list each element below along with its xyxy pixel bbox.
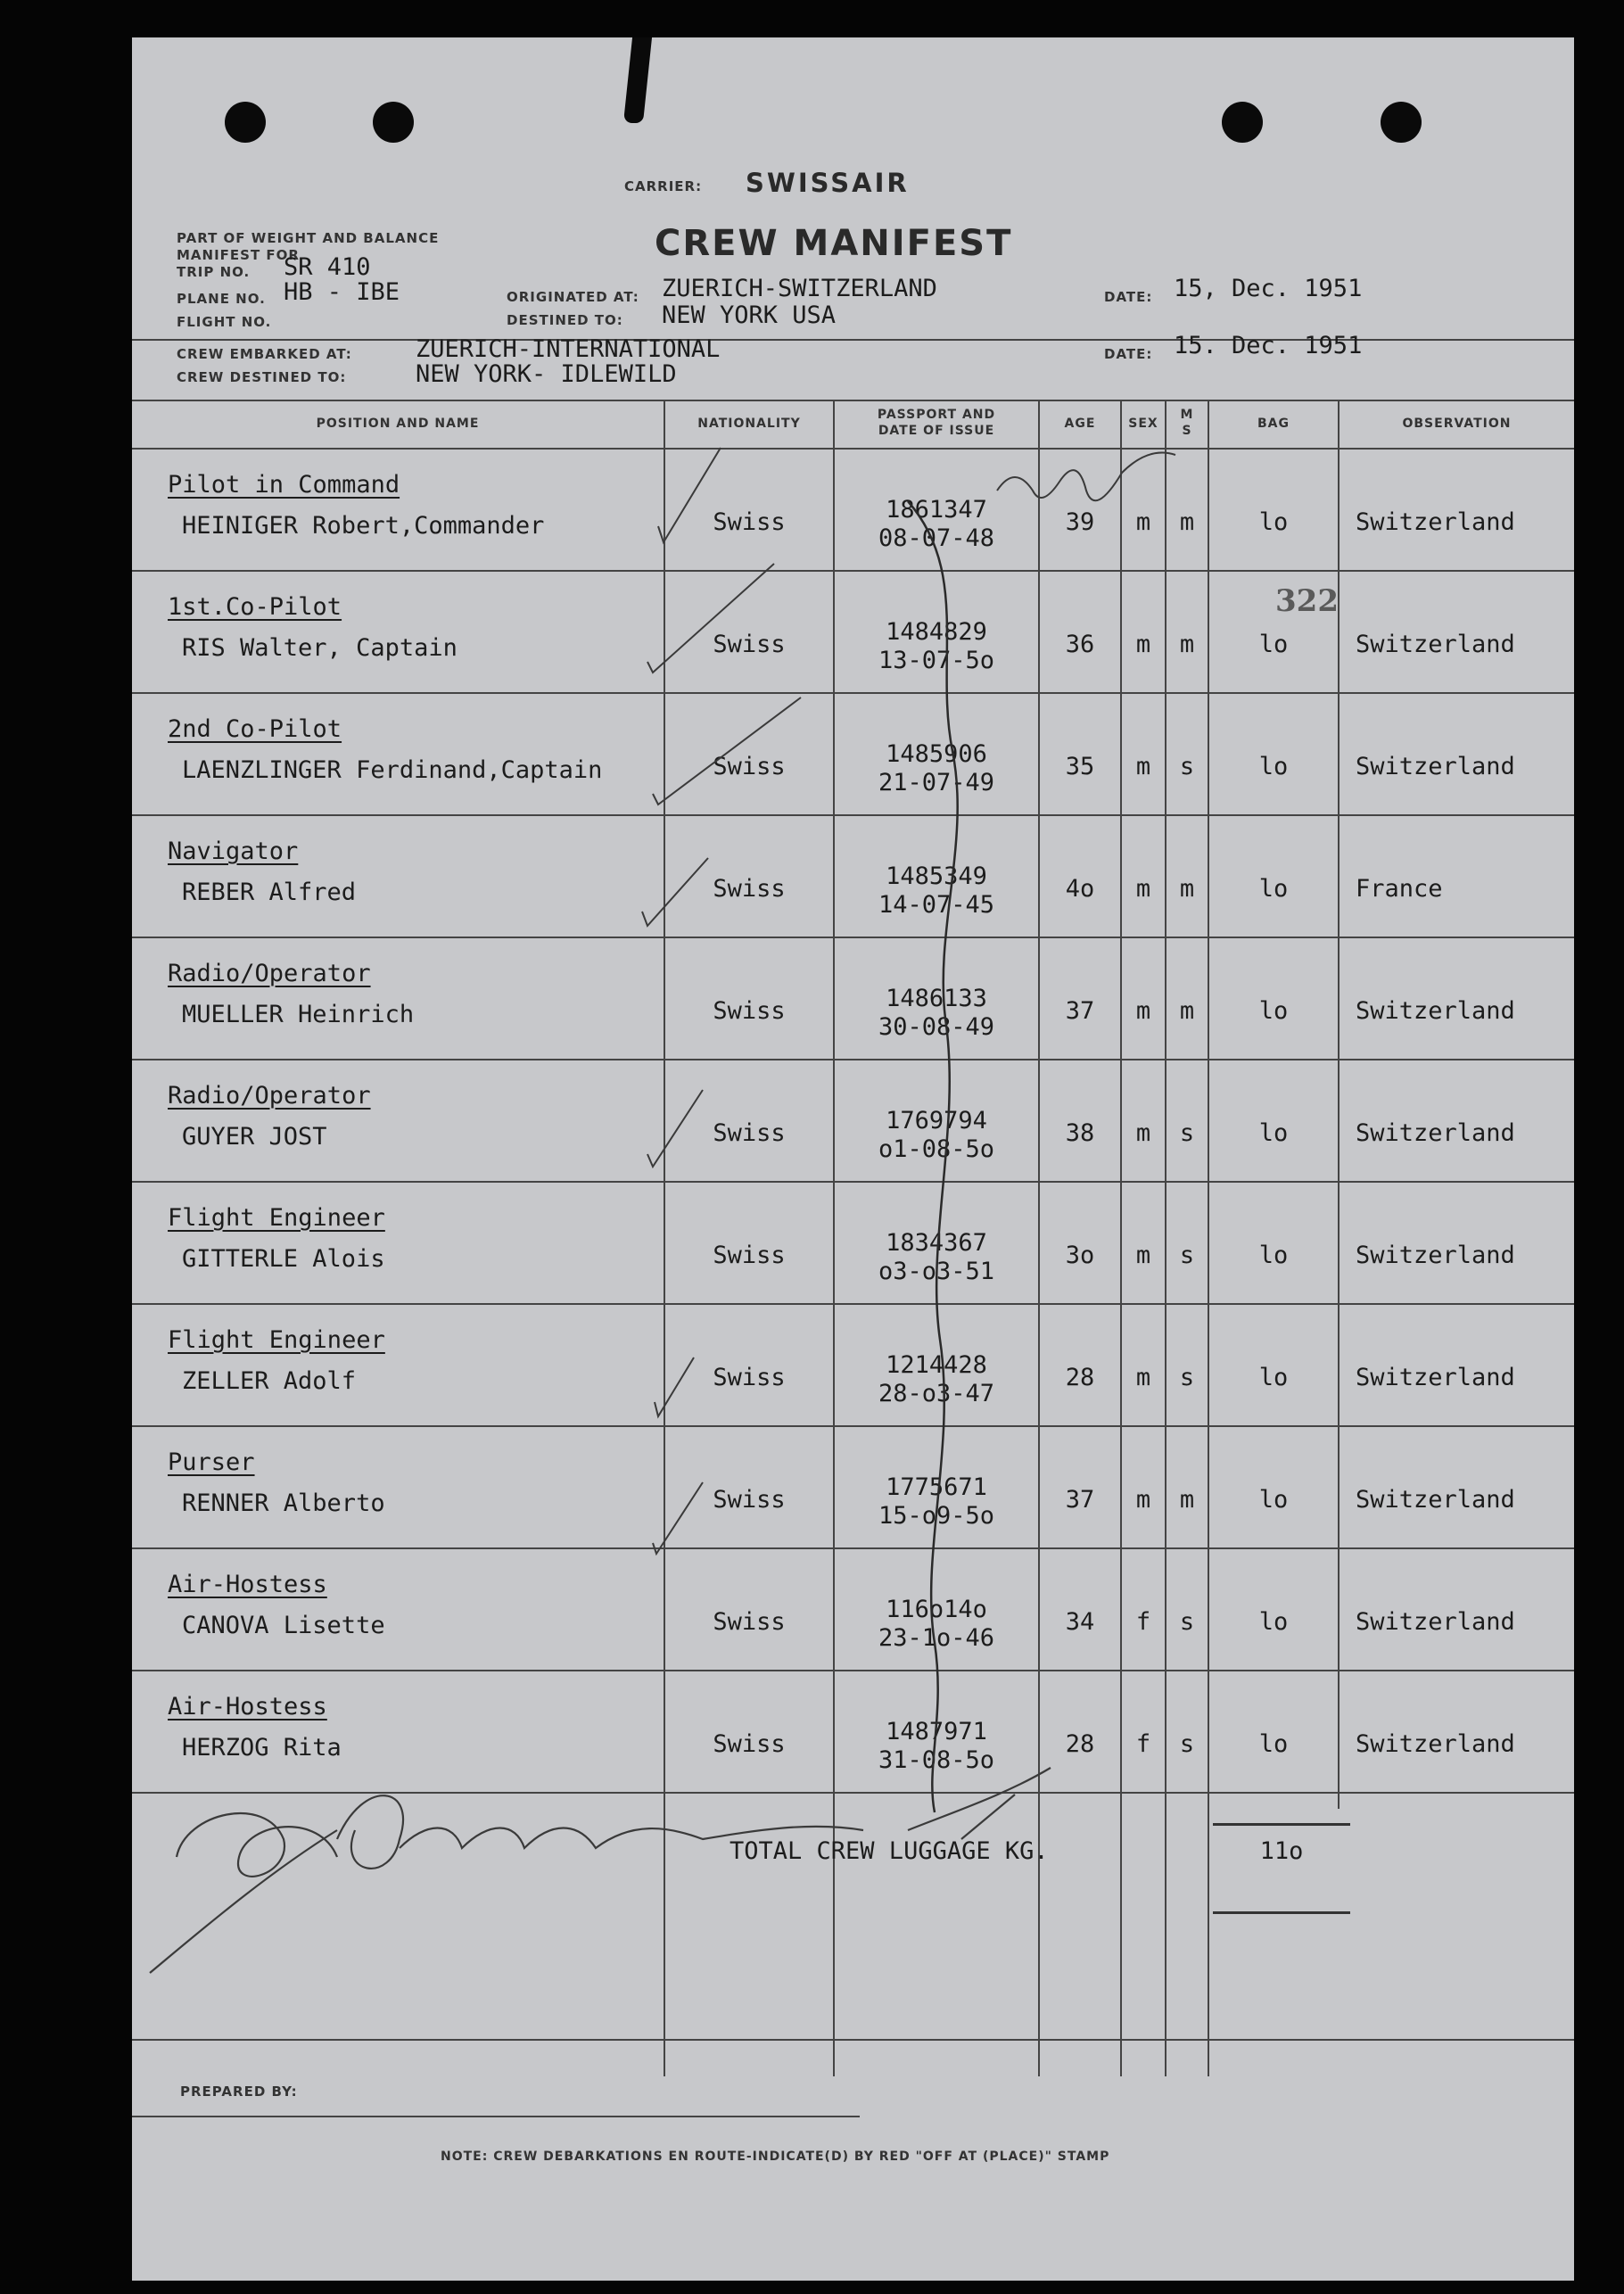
crew-name: LAENZLINGER Ferdinand,Captain [182,756,603,784]
crew-position: 1st.Co-Pilot [168,593,342,621]
crew-issue-date: 21-07-49 [878,769,995,796]
header-bag: BAG [1257,417,1290,431]
crew-passport: 1485349 [886,862,987,890]
crew-name: ZELLER Adolf [182,1367,357,1395]
crew-issue-date: 15-o9-5o [878,1502,995,1530]
crew-nationality: Swiss [713,1119,786,1147]
crew-age: 37 [1065,997,1095,1025]
crew-nationality: Swiss [713,508,786,536]
trip-no-label: TRIP NO. [177,264,251,280]
carrier-name: SWISSAIR [746,168,910,198]
carrier-label: CARRIER: [624,178,703,194]
crew-position: Radio/Operator [168,1082,371,1110]
total-luggage-label: TOTAL CREW LUGGAGE KG. [730,1837,1049,1865]
crew-sex: m [1135,875,1151,903]
crew-name: GITTERLE Alois [182,1245,385,1273]
crew-sex: m [1135,631,1151,658]
row-divider [132,814,1574,816]
crew-age: 34 [1065,1608,1095,1636]
crew-position: Pilot in Command [168,471,400,499]
header-ms-2: S [1182,424,1192,438]
crew-issue-date: o1-08-5o [878,1135,995,1163]
crew-passport: 1485906 [886,740,987,768]
header-passport-1: PASSPORT AND [877,408,996,422]
crew-marital-status: m [1179,875,1195,903]
crew-observation: Switzerland [1356,508,1515,536]
crew-position: Navigator [168,838,299,865]
crew-nationality: Swiss [713,753,786,780]
date-value: 15, Dec. 1951 [1174,275,1363,302]
crew-issue-date: 13-07-5o [878,647,995,674]
crew-nationality: Swiss [713,875,786,903]
crew-observation: Switzerland [1356,1486,1515,1514]
crew-embarked-label: CREW EMBARKED AT: [177,346,352,362]
crew-passport: 1834367 [886,1229,987,1257]
crew-nationality: Swiss [713,1242,786,1269]
header-sex: SEX [1128,417,1158,431]
crew-sex: m [1135,508,1151,536]
crew-name: REBER Alfred [182,879,357,906]
destined-value: NEW YORK USA [662,301,837,329]
crew-age: 35 [1065,753,1095,780]
crew-nationality: Swiss [713,1608,786,1636]
crew-observation: Switzerland [1356,1242,1515,1269]
crew-nationality: Swiss [713,631,786,658]
crew-nationality: Swiss [713,1486,786,1514]
crew-observation: Switzerland [1356,1119,1515,1147]
crew-bag: lo [1258,1608,1289,1636]
signature [150,1768,1051,1973]
crew-observation: Switzerland [1356,997,1515,1025]
crew-sex: m [1135,1119,1151,1147]
date-value-2: 15. Dec. 1951 [1174,332,1363,359]
crew-marital-status: m [1179,631,1195,658]
crew-bag: lo [1258,753,1289,780]
prepared-by-line [132,2116,860,2117]
crew-sex: m [1135,1364,1151,1391]
crew-bag: lo [1258,1242,1289,1269]
crew-issue-date: 23-1o-46 [878,1624,995,1652]
crew-position: Radio/Operator [168,960,371,987]
crew-nationality: Swiss [713,1730,786,1758]
punch-hole [1222,102,1263,143]
punch-hole [225,102,266,143]
row-divider [132,570,1574,572]
handwritten-initials [997,453,1175,501]
crew-bag: lo [1258,997,1289,1025]
header-position: POSITION AND NAME [316,417,480,431]
crew-issue-date: 14-07-45 [878,891,995,919]
footer-note: NOTE: CREW DEBARKATIONS EN ROUTE-INDICATE(D) BY RED "OFF AT (PLACE)" STAMP [441,2150,1110,2164]
crew-passport: 1861347 [886,496,987,524]
manifest-for-label: MANIFEST FOR [177,247,300,263]
date-label: DATE: [1104,289,1153,305]
crew-issue-date: o3-o3-51 [878,1258,995,1285]
row-divider [132,1303,1574,1305]
crew-marital-status: s [1179,1730,1195,1758]
crew-sex: f [1135,1730,1151,1758]
crew-age: 28 [1065,1730,1095,1758]
crew-age: 39 [1065,508,1095,536]
crew-sex: m [1135,997,1151,1025]
page-title: CREW MANIFEST [655,223,1013,264]
crew-marital-status: s [1179,1242,1195,1269]
crew-observation: Switzerland [1356,753,1515,780]
header-age: AGE [1064,417,1096,431]
crew-issue-date: 31-08-5o [878,1746,995,1774]
crew-bag: lo [1258,875,1289,903]
crew-nationality: Swiss [713,1364,786,1391]
crew-bag: lo [1258,631,1289,658]
row-divider [132,1059,1574,1060]
crew-position: 2nd Co-Pilot [168,715,342,743]
row-divider [132,1181,1574,1183]
crew-bag: lo [1258,1486,1289,1514]
crew-sex: m [1135,753,1151,780]
crew-issue-date: 28-o3-47 [878,1380,995,1407]
crew-destined-value: NEW YORK- IDLEWILD [416,360,677,388]
paper-tear [623,37,652,123]
crew-passport: 1769794 [886,1107,987,1135]
crew-marital-status: s [1179,753,1195,780]
crew-age: 3o [1065,1242,1095,1269]
crew-name: MUELLER Heinrich [182,1001,415,1028]
crew-embarked-value: ZUERICH-INTERNATIONAL [416,335,721,363]
crew-position: Purser [168,1448,255,1476]
annotation-number: 322 [1275,583,1339,619]
destined-label: DESTINED TO: [507,312,623,328]
table-header-border [132,448,1574,450]
trip-no-value: SR 410 [284,253,371,281]
originated-value: ZUERICH-SWITZERLAND [662,275,937,302]
crew-marital-status: s [1179,1608,1195,1636]
crew-passport: 1487971 [886,1718,987,1745]
crew-observation: Switzerland [1356,1730,1515,1758]
crew-age: 38 [1065,1119,1095,1147]
table-top-border [132,400,1574,401]
crew-name: HEINIGER Robert,Commander [182,512,545,540]
crew-bag: lo [1258,1119,1289,1147]
crew-marital-status: m [1179,1486,1195,1514]
date-label-2: DATE: [1104,346,1153,362]
crew-name: CANOVA Lisette [182,1612,385,1639]
crew-passport: 116o14o [886,1596,987,1623]
crew-marital-status: m [1179,997,1195,1025]
crew-observation: France [1356,875,1443,903]
crew-destined-label: CREW DESTINED TO: [177,369,347,385]
crew-name: RIS Walter, Captain [182,634,458,662]
crew-age: 37 [1065,1486,1095,1514]
part-of-label: PART OF WEIGHT AND BALANCE [177,230,440,246]
row-divider [132,692,1574,694]
crew-marital-status: s [1179,1364,1195,1391]
flight-no-label: FLIGHT NO. [177,314,272,330]
crew-sex: m [1135,1486,1151,1514]
crew-marital-status: m [1179,508,1195,536]
row-divider [132,1670,1574,1671]
crew-observation: Switzerland [1356,1364,1515,1391]
header-ms-1: M [1180,408,1194,422]
crew-passport: 1214428 [886,1351,987,1379]
row-divider [132,1425,1574,1427]
crew-position: Flight Engineer [168,1204,385,1232]
crew-age: 36 [1065,631,1095,658]
row-divider [132,1547,1574,1549]
prepared-by-label: PREPARED BY: [180,2084,298,2100]
crew-observation: Switzerland [1356,631,1515,658]
crew-name: HERZOG Rita [182,1734,342,1762]
crew-passport: 1484829 [886,618,987,646]
punch-hole [373,102,414,143]
crew-sex: f [1135,1608,1151,1636]
row-divider [132,1792,1574,1794]
crew-age: 28 [1065,1364,1095,1391]
crew-passport: 1775671 [886,1473,987,1501]
table-bottom-border [132,2039,1574,2041]
crew-nationality: Swiss [713,997,786,1025]
originated-label: ORIGINATED AT: [507,289,639,305]
manifest-sheet [132,37,1574,2281]
plane-no-value: HB - IBE [284,278,400,306]
check-mark [653,697,801,805]
crew-bag: lo [1258,508,1289,536]
crew-position: Air-Hostess [168,1571,327,1598]
punch-hole [1381,102,1422,143]
crew-issue-date: 08-07-48 [878,524,995,552]
header-passport-2: DATE OF ISSUE [878,424,995,438]
crew-bag: lo [1258,1730,1289,1758]
total-luggage-value: 11o [1259,1837,1304,1865]
crew-name: RENNER Alberto [182,1489,385,1517]
crew-position: Air-Hostess [168,1693,327,1720]
crew-name: GUYER JOST [182,1123,327,1151]
header-nationality: NATIONALITY [697,417,801,431]
row-divider [132,937,1574,938]
crew-marital-status: s [1179,1119,1195,1147]
crew-age: 4o [1065,875,1095,903]
crew-issue-date: 30-08-49 [878,1013,995,1041]
crew-sex: m [1135,1242,1151,1269]
plane-no-label: PLANE NO. [177,291,266,307]
crew-position: Flight Engineer [168,1326,385,1354]
crew-bag: lo [1258,1364,1289,1391]
crew-observation: Switzerland [1356,1608,1515,1636]
header-observation: OBSERVATION [1402,417,1512,431]
crew-passport: 1486133 [886,985,987,1012]
